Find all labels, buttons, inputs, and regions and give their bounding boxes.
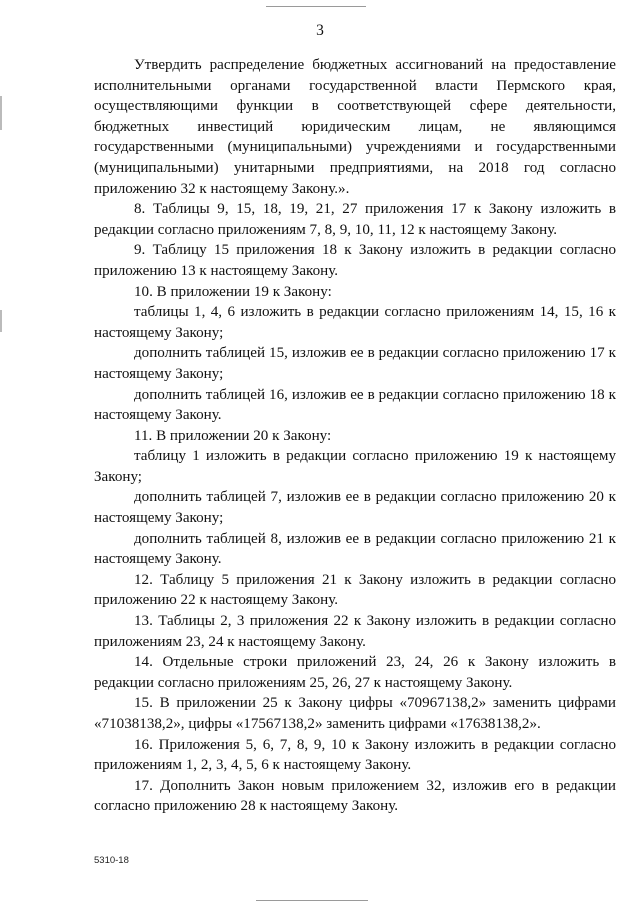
- paragraph-item-17: 17. Дополнить Закон новым приложением 32, изложив его в редакции согласно приложению 28 к настоящему Закону.: [94, 777, 616, 815]
- paragraph-item-12: 12. Таблицу 5 приложения 21 к Закону изложить в редакции согласно приложению 22 к настоящему Закону.: [94, 571, 616, 609]
- paragraph-item-11-sub-1: таблицу 1 изложить в редакции согласно приложению 19 к настоящему Закону;: [94, 448, 616, 485]
- scan-artifact-edge: [0, 96, 2, 130]
- paragraph-item-13: 13. Таблицы 2, 3 приложения 22 к Закону изложить в редакции согласно приложениям 23, 24 к настоящему Закону.: [94, 613, 616, 650]
- paragraph-item-11-sub-2: дополнить таблицей 7, изложив ее в редакции согласно приложению 20 к настоящему Закону;: [94, 489, 616, 527]
- paragraph-item-14: 14. Отдельные строки приложений 23, 24, 26 к Закону изложить в редакции согласно приложениям 25, 26, 27 к настоящему Закону.: [94, 654, 616, 691]
- scan-artifact-top: [266, 6, 366, 7]
- scan-artifact-edge: [0, 310, 2, 332]
- paragraph-item-11: 11. В приложении 20 к Закону:: [134, 427, 332, 444]
- document-body: [94, 55, 616, 817]
- document-code: 5310-18: [94, 855, 129, 866]
- paragraph-item-10-sub-3: дополнить таблицей 16, изложив ее в редакции согласно приложению 18 к настоящему Закону.: [94, 386, 616, 424]
- page-number: 3: [316, 22, 324, 39]
- paragraph-item-15: 15. В приложении 25 к Закону цифры «70967138,2» заменить цифрами «71038138,2», цифры «17567138,2» заменить цифрами «17638138,2».: [94, 695, 616, 732]
- paragraph-item-11-sub-3: дополнить таблицей 8, изложив ее в редакции согласно приложению 21 к настоящему Закону.: [94, 530, 616, 568]
- scan-artifact-bottom: [256, 900, 368, 901]
- paragraph-item-10: 10. В приложении 19 к Закону:: [134, 283, 332, 300]
- paragraph-item-16: 16. Приложения 5, 6, 7, 8, 9, 10 к Закону изложить в редакции согласно приложениям 1, 2, 3, 4, 5, 6 к настоящему Закону.: [94, 736, 616, 774]
- paragraph-item-10-sub-2: дополнить таблицей 15, изложив ее в редакции согласно приложению 17 к настоящему Закону;: [94, 345, 616, 382]
- paragraph-item-8: 8. Таблицы 9, 15, 18, 19, 21, 27 приложения 17 к Закону изложить в редакции согласно приложениям 7, 8, 9, 10, 11, 12 к настоящему Закону.: [94, 201, 616, 238]
- paragraph-item-9: 9. Таблицу 15 приложения 18 к Закону изложить в редакции согласно приложению 13 к настоящему Закону.: [94, 242, 616, 279]
- paragraph-intro: Утвердить распределение бюджетных ассигнований на предоставление исполнительными органами государственной власти Пермского края, осуществляющими функции в соответствующей сфере деятельности, бюджетных инвестиций юридическим лицам, не являющимся государственными (муниципальными) учреждениями и государственными (муниципальными) унитарными предприятиями, на 2018 год согласно приложению 32 к настоящему Закону.».: [94, 57, 616, 197]
- paragraph-item-10-sub-1: таблицы 1, 4, 6 изложить в редакции согласно приложениям 14, 15, 16 к настоящему Закону;: [94, 304, 616, 341]
